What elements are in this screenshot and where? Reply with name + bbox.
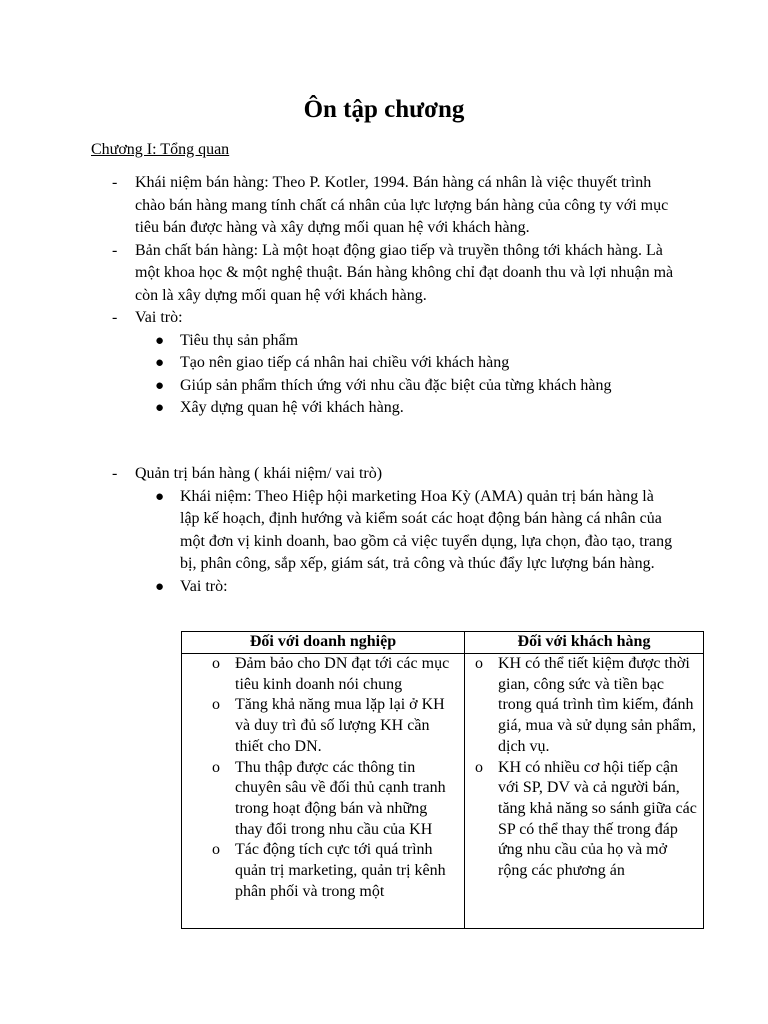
role-label: Vai trò: [135, 309, 183, 326]
table-header-customer: Đối với khách hàng [465, 632, 703, 654]
table-cell-text: Tác động tích cực tới quá trình quản trị marketing, quản trị kênh phân phối và trong một [235, 841, 446, 900]
table-list-item [182, 758, 464, 841]
table-cell-text: KH có nhiều cơ hội tiếp cận với SP, DV và cả người bán, tăng khả năng so sánh giữa các SP có thể thay thế trong đáp ứng nhu cầu của họ và mở rộng các phương án [498, 758, 697, 880]
circle-marker: o [212, 841, 220, 859]
circle-marker: o [475, 758, 483, 776]
chapter-heading: Chương I: Tổng quan [91, 141, 230, 158]
bullet-item [135, 375, 675, 398]
bullet-item [135, 330, 675, 353]
bullet-text: Tạo nên giao tiếp cá nhân hai chiều với khách hàng [180, 354, 510, 371]
management-label: Quản trị bán hàng ( khái niệm/ vai trò) [135, 465, 383, 482]
sales-nature-text: Bản chất bán hàng: Là một hoạt động giao tiếp và truyền thông tới khách hàng. Là một khoa học & một nghệ thuật. Bán hàng không chỉ đạt doanh thu và lợi nhuận mà còn là xây dựng mối quan hệ với khách hàng. [135, 241, 674, 304]
business-role-list [182, 654, 464, 902]
dash-marker: - [112, 309, 118, 326]
management-bullets [135, 486, 675, 599]
bullet-item [135, 397, 675, 420]
bullet-item [135, 486, 675, 576]
table-list-item [465, 654, 703, 758]
bullet-text: Xây dựng quan hệ với khách hàng. [180, 399, 404, 416]
bullet-marker: ● [155, 332, 165, 349]
table-list-item [182, 840, 464, 902]
page-title: Ôn tập chương [303, 96, 465, 123]
management-concept-text: Khái niệm: Theo Hiệp hội marketing Hoa Kỳ (AMA) quản trị bán hàng là lập kế hoạch, định hướng và kiểm soát các hoạt động bán hàng cá nhân của một đơn vị kinh doanh, bao gồm cả việc tuyển dụng, lựa chọn, đào tạo, trang bị, phân công, sắp xếp, giám sát, trả công và thúc đẩy lực lượng bán hàng. [180, 487, 673, 572]
role-bullets [135, 330, 675, 420]
table-cell-text: Đảm bảo cho DN đạt tới các mục tiêu kinh doanh nói chung [235, 655, 450, 693]
bullet-text: Tiêu thụ sản phẩm [180, 331, 299, 349]
circle-marker: o [212, 696, 220, 714]
table-header-business: Đối với doanh nghiệp [182, 632, 464, 654]
list-item-sales-nature [0, 240, 675, 308]
bullet-text: Giúp sản phẩm thích ứng với nhu cầu đặc biệt của từng khách hàng [180, 376, 612, 394]
list-item-sales-management [0, 463, 675, 598]
circle-marker: o [475, 655, 483, 672]
bullet-marker: ● [155, 377, 165, 394]
table-list-item [465, 758, 703, 882]
management-list [0, 463, 768, 598]
management-role-label: Vai trò: [180, 577, 228, 595]
table-column-business [182, 632, 465, 928]
bullet-marker: ● [155, 578, 165, 595]
bullet-item [135, 576, 675, 599]
table-list-item [182, 654, 464, 695]
bullet-item [135, 352, 675, 375]
circle-marker: o [212, 655, 220, 672]
table-column-customer [465, 632, 703, 928]
bullet-marker: ● [155, 400, 165, 416]
bullet-marker: ● [155, 355, 165, 371]
bullet-marker: ● [155, 488, 165, 505]
list-item-sales-concept [0, 172, 675, 240]
circle-marker: o [212, 758, 220, 776]
table-cell-text: KH có thể tiết kiệm được thời gian, công sức và tiền bạc trong quá trình tìm kiếm, đánh giá, mua và sử dụng sản phẩm, dịch vụ. [498, 655, 696, 755]
table-cell-text: Thu thập được các thông tin chuyên sâu về đối thủ cạnh tranh trong hoạt động bán và những thay đổi trong nhu cầu của KH [235, 758, 446, 838]
dash-marker: - [112, 465, 118, 482]
overview-list [0, 172, 768, 420]
list-item-role [0, 307, 675, 420]
customer-role-list [465, 654, 703, 882]
sales-concept-text: Khái niệm bán hàng: Theo P. Kotler, 1994. Bán hàng cá nhân là việc thuyết trình chào bán hàng mang tính chất cá nhân của lực lượng bán hàng của công ty với mục tiêu bán được hàng và xây dựng mối quan hệ với khách hàng. [135, 174, 669, 236]
table-cell-text: Tăng khả năng mua lặp lại ở KH và duy trì đủ số lượng KH cần thiết cho DN. [235, 696, 445, 755]
table-list-item [182, 695, 464, 757]
dash-marker: - [112, 241, 118, 259]
dash-marker: - [112, 174, 118, 191]
role-table [181, 631, 704, 929]
